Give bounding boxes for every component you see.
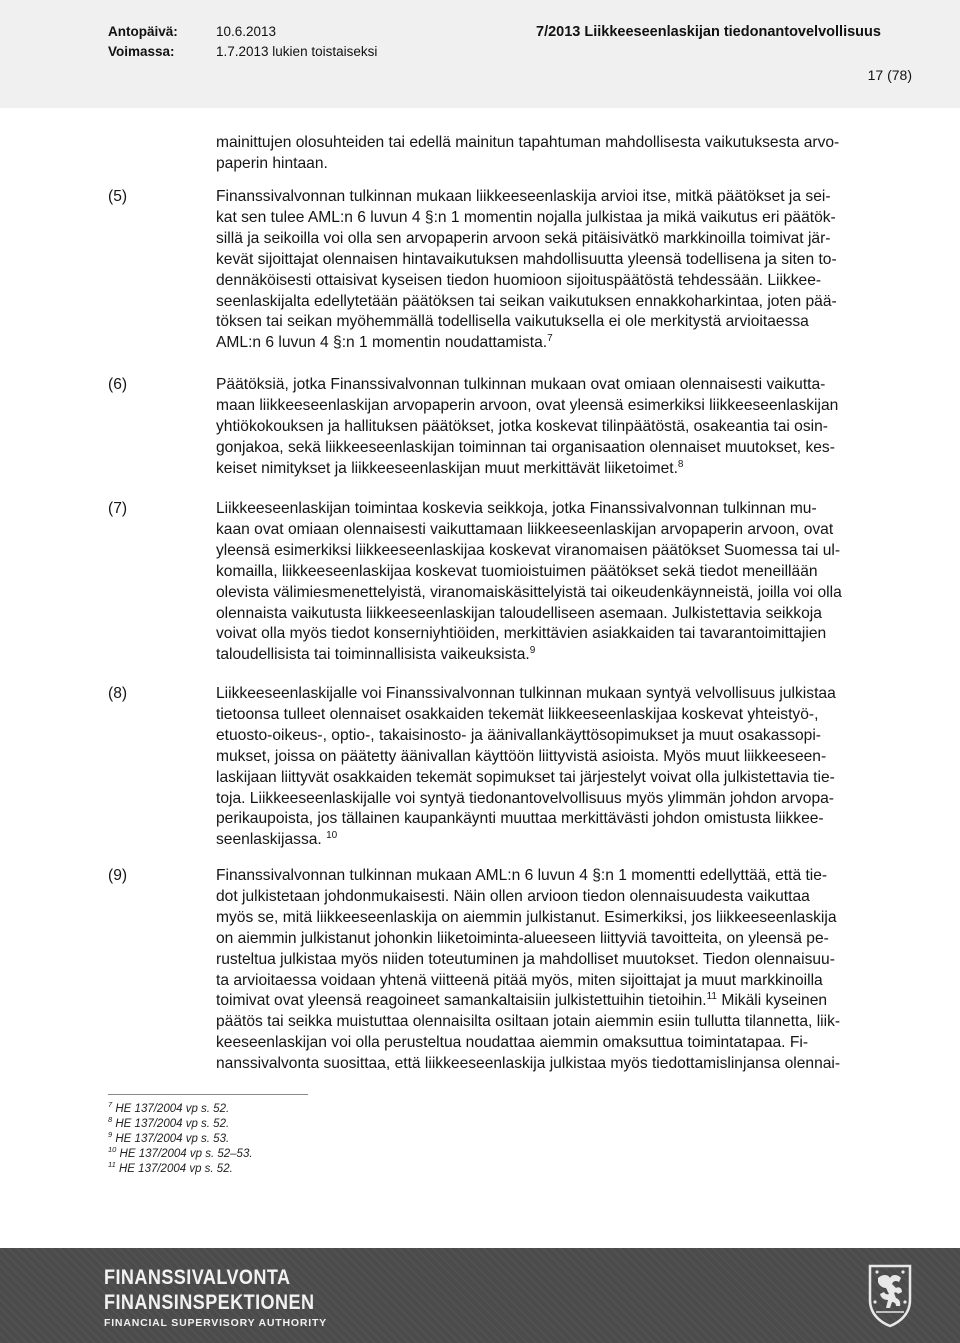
paragraph-8 [216,684,906,851]
text-line: voivat olla myös tiedot konserniyhtiöiden, merkittävien asiakkaiden tai tavarantoimittajien [216,625,827,643]
text-line: kat sen tulee AML:n 6 luvun 4 §:n 1 momentin nojalla julkistaa ja mikä vaikutus eri päätök- [216,208,836,226]
voimassa-value: 1.7.2013 lukien toistaiseksi [216,44,378,59]
text-line: olennaista vaikutusta liikkeeseenlaskijan taloudelliseen asemaan. Julkistettavia seikkoja [216,604,822,622]
text-segment: taloudellisista tai toiminnallisista vaikeuksista. [216,646,530,664]
text-line [216,991,906,1012]
text-line: seenlaskijalta edellytetään päätöksen tai seikan vaikutuksen ennakkoharkintaa, joten pää- [216,292,837,310]
text-line: kevät sijoittajat olennaisen hintavaikutuksen mahdollisuutta yleensä todellisena ja siten to- [216,250,837,268]
text-line: nanssivalvonta suosittaa, että liikkeeseenlaskija julkistaa myös tiedottamislinjansa olennai- [216,1055,841,1073]
text-line: dennäköisesti ottaisivat kyseisen tiedon huomioon sijoituspäätöstä tehdessään. Liikkee- [216,271,822,289]
text-line: ta arvioitaessa voidaan yhtenä viitteenä pitää myös, miten sijoittajat ja muut markkinoilla [216,971,823,989]
footnote-item [108,1117,253,1132]
text-line: mainittujen olosuhteiden tai edellä mainitun tapahtuman mahdollisesta vaikutuksesta arvo- [216,134,840,151]
footnote-item [108,1102,253,1117]
text-segment: keiset nimitykset ja liikkeeseenlaskijan muut merkittävät liiketoimet. [216,459,678,477]
paragraph-number: (5) [108,188,128,205]
paragraph-9 [216,866,906,1075]
text-line: paperin hintaan. [216,154,328,172]
text-line: yleensä esimerkiksi liikkeeseenlaskijaa koskevat viranomaisen päätökset Suomessa tai ul- [216,541,841,559]
footnote-marker: 7 [108,1100,113,1110]
logo-line-sv: FINANSINSPEKTIONEN [104,1291,315,1314]
text-line: Liikkeeseenlaskijalle voi Finanssivalvonnan tulkinnan mukaan syntyä velvollisuus julkistaa [216,685,836,702]
text-line: sillä ja seikoilla voi olla sen arvopaperin arvoon sekä pitäisivätkö markkinoilla toimivat jär- [216,229,831,247]
text-line: päätös tai seikka muistuttaa olennaisilta osiltaan jotain aiemmin esiin tullutta tilannetta, liik- [216,1013,841,1031]
logo-line-en: FINANCIAL SUPERVISORY AUTHORITY [104,1317,327,1329]
text-line [216,830,906,851]
footnote-ref[interactable]: 10 [326,830,338,842]
document-header [0,0,960,108]
text-line: Finanssivalvonnan tulkinnan mukaan liikkeeseenlaskija arvioi itse, mitkä päätökset ja sei- [216,188,831,205]
antopaiva-value: 10.6.2013 [216,24,277,39]
footnote-item [108,1132,253,1147]
antopaiva-label: Antopäivä: [108,24,178,39]
footnote-ref[interactable]: 9 [529,645,536,657]
paragraph-7 [216,499,906,666]
text-line: toja. Liikkeeseenlaskijalle voi syntyä tiedonantovelvollisuus myös ylimmän johdon arvopa- [216,789,835,807]
text-line: gonjakoa, sekä liikkeeseenlaskijan toiminnan tai organisaation olennaiset muutokset, kes- [216,438,835,456]
text-line: komailla, liikkeeseenlaskijaa koskevat tuomioistuimen päätökset sekä tiedot meneillään [216,562,818,580]
text-line: rusteltua julkistaa myös niiden toteutuminen ja mahdolliset muutokset. Tiedon olennaisuu- [216,950,835,968]
text-line: Liikkeeseenlaskijan toimintaa koskevia seikkoja, jotka Finanssivalvonnan tulkinnan mu- [216,500,817,517]
continuation-text [216,133,906,175]
footnote-marker: 10 [108,1145,117,1155]
text-line: Finanssivalvonnan tulkinnan mukaan AML:n 6 luvun 4 §:n 1 momentti edellyttää, että tie- [216,867,828,884]
finnish-lion-emblem-icon [866,1262,914,1328]
text-segment: Mikäli kyseinen [717,992,828,1010]
text-segment: toimivat ovat yleensä reagoineet samankaltaisiin julkistettuihin tietoihin. [216,992,707,1010]
footnote-text: HE 137/2004 vp s. 52. [115,1118,230,1130]
footnote-item [108,1162,253,1177]
footnote-text: HE 137/2004 vp s. 52. [115,1103,230,1115]
text-segment: AML:n 6 luvun 4 §:n 1 momentin noudattamista. [216,334,548,352]
paragraph-6 [216,375,906,480]
text-line: laskijaan liittyvät osakkaiden tekemät sopimukset tai järjestelyt voivat olla julkistettavia tie- [216,768,835,786]
page-number: 17 (78) [867,67,912,83]
footnote-text: HE 137/2004 vp s. 52–53. [119,1148,253,1160]
paragraph-number: (7) [108,500,128,517]
text-line [216,333,906,354]
footnote-divider [108,1094,308,1095]
logo-line-fi: FINANSSIVALVONTA [104,1266,291,1289]
text-segment: seenlaskijassa. [216,831,322,849]
text-line: on aiemmin julkistanut johonkin liiketoiminta-alueeseen liittyviä tavoitteita, on yleensä pe- [216,929,829,947]
document-footer [0,1248,960,1343]
text-line: dot julkistetaan johdonmukaisesti. Näin ollen arvioon tiedon olennaisuudesta vaikuttaa [216,887,810,905]
text-line [216,459,906,480]
text-line: kaan ovat omiaan olennaisesti vaikuttamaan liikkeeseenlaskijan arvopaperin arvoon, ovat [216,520,834,538]
text-line: yhtiökokouksen ja hallituksen päätökset, jotka koskevat tilinpäätöstä, osakeantia tai osin- [216,417,828,435]
voimassa-label: Voimassa: [108,44,175,59]
paragraph-number: (8) [108,685,128,702]
footnote-item [108,1147,253,1162]
footnote-text: HE 137/2004 vp s. 52. [119,1163,233,1175]
footnote-ref[interactable]: 11 [706,991,717,1003]
paragraph-number: (9) [108,867,128,884]
document-title: 7/2013 Liikkeeseenlaskijan tiedonantovelvollisuus [536,24,881,40]
text-line: myös se, mitä liikkeeseenlaskija on aiemmin julkistanut. Esimerkiksi, jos liikkeeseenlaskija [216,908,837,926]
paragraph-number: (6) [108,376,128,393]
text-line: Päätöksiä, jotka Finanssivalvonnan tulkinnan mukaan ovat omiaan olennaisesti vaikutta- [216,376,826,393]
text-line: perikaupoista, jos tällainen kaupankäynti muuttaa merkittävästi johdon omistusta liikkee- [216,810,824,828]
text-line: tietoonsa tulleet olennaiset osakkaiden tekemät liikkeeseenlaskijaa koskevat yhteistyö-, [216,705,819,723]
footnotes [108,1102,253,1177]
footnote-marker: 8 [108,1115,113,1125]
footnote-marker: 9 [108,1130,113,1140]
text-line: mukset, joissa on päätetty äänivallan käyttöön liittyvistä asioista. Myös muut liikkeeseen- [216,747,827,765]
paragraph-5 [216,187,906,354]
text-line: töksen tai seikan myöhemmällä todellisella vaikutuksella ei ole merkitystä arvioitaessa [216,313,809,331]
footnote-marker: 11 [108,1160,116,1170]
text-line [216,645,906,666]
text-line: etuosto-oikeus-, optio-, takaisinosto- ja äänivallankäyttösopimukset ja muut osakassopi- [216,726,821,744]
footnote-ref[interactable]: 8 [677,458,684,470]
text-line: keeseenlaskijan voi olla perusteltua noudattaa aiemmin omaksuttua toimintatapaa. Fi- [216,1034,809,1052]
text-line: maan liikkeeseenlaskijan arvopaperin arvoon, ovat yleensä esimerkiksi liikkeeseenlaskijan [216,396,839,414]
footnote-text: HE 137/2004 vp s. 53. [115,1133,230,1145]
text-line: olevista välimiesmenettelyistä, viranomaiskäsittelyistä tai oikeudenkäynneistä, joilla voi olla [216,583,842,601]
footnote-ref[interactable]: 7 [547,333,553,345]
